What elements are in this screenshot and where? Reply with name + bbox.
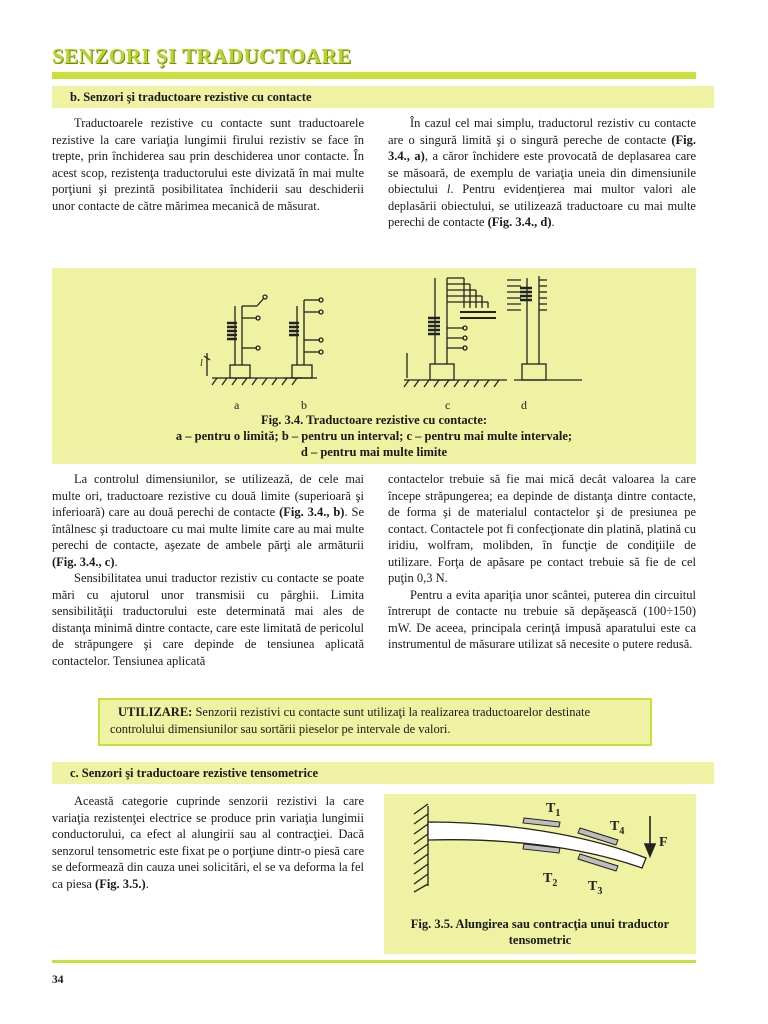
figure-3-4: [52, 268, 696, 464]
ground-c: [404, 380, 507, 387]
section-b-col1-text: Traductoarele rezistive cu contacte sunt traductoarele rezistive la care variaţia lungimii firului rezistiv se face în trepte, prin închiderea sau prin deschiderea unor contacte. În acest scop, rezistenţa traductorului este divizată în mai multe porţiuni şi prezintă posibilitatea închiderii sau deschiderii unor contacte de către mărimea mecanică de măsurat.: [52, 116, 364, 213]
figure-3-5: [384, 794, 696, 954]
figure-3-5-drawing: [384, 794, 696, 906]
fig-3-4-label-d: d: [521, 398, 527, 412]
utilizare-box: [98, 698, 652, 746]
label-t2: $T_2$: [543, 871, 558, 889]
fig-3-4-label-c: c: [445, 398, 451, 412]
utilizare-label: UTILIZARE:: [118, 705, 193, 719]
utilizare-text: Senzorii rezistivi cu contacte sunt utilizaţi la realizarea traductoarelor destinate controlului dimensiunilor sau sortării pieselor pe intervale de valori.: [110, 705, 591, 736]
fig-3-4-label-b: b: [301, 398, 307, 412]
fig-ref-34b: (Fig. 3.4., b): [279, 505, 345, 519]
fig-ref-35: (Fig. 3.5.): [95, 876, 146, 891]
figure-3-4-caption-line2: a – pentru o limită; b – pentru un interval; c – pentru mai multe intervale;: [175, 429, 573, 443]
page-title: SENZORI ŞI TRADUCTOARE: [52, 44, 352, 68]
middle-left-p2: Sensibilitatea unui traductor rezistiv cu contacte se poate mări cu ajutorul unor transmisii cu pârghii. Limita sensibilităţii traductorului este determinată mai ales de distanţa minimă dintre contacte, care este limitată de pericolul de străpungere şi care depinde de tensiunea aplicată contactelor. Tensiunea aplicată: [52, 571, 364, 668]
device-d: [507, 276, 582, 380]
figure-3-5-caption-line2: tensometric: [508, 933, 572, 947]
page-number: 34: [52, 974, 64, 986]
fig-3-4-label-a: a: [234, 398, 240, 412]
section-b-col2-text: În cazul cel mai simplu, traductorul rezistiv cu contacte are o singură limită şi o singură pereche de contacte (Fig. 3.4., a), a căror închidere este provocată de deplasarea care se măsoară, de exemplu de variaţia uneia din dimensiunile obiectului l. Pentru evidenţierea mai multor valori ale deplasării obiectului, se utilizează traductoare cu mai multe perechi de contacte (Fig. 3.4., d).: [388, 116, 696, 229]
section-c-text-col: [52, 793, 364, 892]
section-b-col1: [52, 115, 364, 214]
section-b-col2: [388, 115, 696, 231]
section-c-heading: c. Senzori şi traductoare rezistive tensometrice: [52, 762, 714, 784]
figure-3-4-caption: [52, 412, 696, 460]
middle-left-col: [52, 471, 364, 669]
figure-3-4-caption-line3: d – pentru mai multe limite: [300, 445, 448, 459]
ground-a: [212, 378, 302, 385]
device-a: [204, 295, 267, 378]
figure-3-5-caption: [384, 916, 696, 948]
fig-ref-34d: (Fig. 3.4., d): [487, 215, 552, 229]
section-b-heading: b. Senzori şi traductoare rezistive cu contacte: [52, 86, 714, 108]
gauge-t1: [523, 818, 560, 827]
fig-ref-34a: (Fig. 3.4., a): [388, 132, 696, 163]
header-rule: [52, 72, 696, 79]
middle-right-col: [388, 471, 696, 653]
device-b: [289, 298, 323, 378]
label-t3: $T_3$: [588, 879, 603, 897]
device-c: [407, 278, 496, 380]
figure-3-4-caption-line1: Fig. 3.4. Traductoare rezistive cu contacte:: [260, 413, 488, 427]
label-t1: $T_1$: [546, 801, 561, 819]
middle-left-p1: La controlul dimensiunilor, se utilizează, de cele mai multe ori, traductoare rezistive cu două limite (superioară şi inferioară) care au două perechi de contacte (Fig. 3.4., b). Se întâlnesc şi traductoare cu mai multe limite care au mai multe perechi de contacte, aşezate de ambele părţi ale armăturii (Fig. 3.4., c).: [52, 472, 364, 569]
footer-rule: [52, 960, 696, 963]
label-t4: $T_4$: [610, 819, 625, 837]
middle-right-p1: contactelor trebuie să fie mai mică decât valoarea la care începe străpungerea; ea depinde de distanţa dintre contacte, de forma şi de materialul contactelor şi de presiunea pe contact. Contactele pot fi confecţionate din platină, platină cu iridiu, wolfram, molibden, în funcţie de condiţiile de utilizare. Forţa de apăsare pe contact trebuie să fie de cel puţin 0,3 N.: [388, 472, 696, 585]
middle-right-p2: Pentru a evita apariţia unor scântei, puterea din circuitul întrerupt de contacte nu trebuie să depăşească (100÷150) mW. De aceea, principala cerinţă impusă aparatului este ca instrumentul de măsurare utilizat să necesite o putere redusă.: [388, 587, 696, 651]
fig-3-4-l-marker: l: [200, 358, 203, 369]
label-force: F: [659, 835, 668, 850]
figure-3-5-caption-line1: Fig. 3.5. Alungirea sau contracţia unui traductor: [410, 917, 670, 931]
fig-ref-34c: (Fig. 3.4., c): [52, 554, 115, 569]
section-c-text: Această categorie cuprinde senzorii rezistivi la care variaţia rezistenţei electrice se produce prin variaţia lungimii conductorului, ca efect al alungirii sau al contracţiei. Dacă senzorul tensometric este fixat pe o porţiune dintr-o piesă care se deformează din cauza unei solicitări, el se va deforma la fel ca piesa (Fig. 3.5.).: [52, 794, 364, 891]
